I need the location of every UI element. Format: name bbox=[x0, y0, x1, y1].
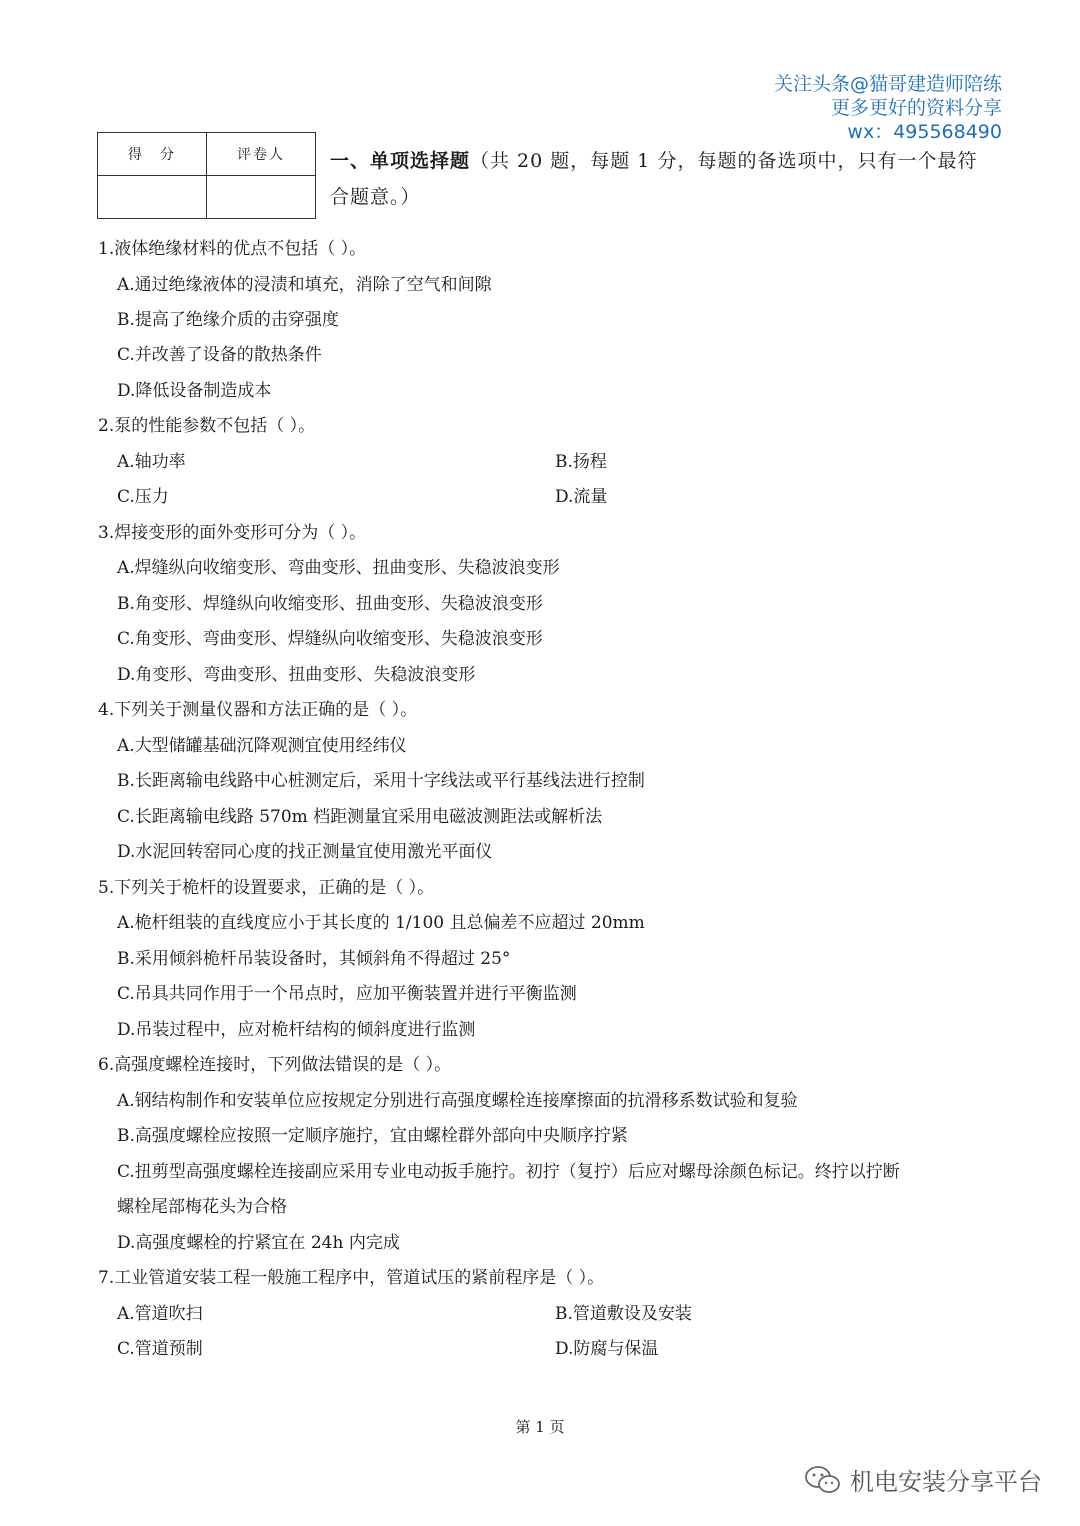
option-d: D.水泥回转窑同心度的找正测量宜使用激光平面仪 bbox=[117, 842, 493, 862]
option-b: B.角变形、焊缝纵向收缩变形、扭曲变形、失稳波浪变形 bbox=[117, 594, 543, 614]
promo-line-1: 关注头条@猫哥建造师陪练 bbox=[773, 73, 1002, 95]
question-stem: 4.下列关于测量仪器和方法正确的是（ ）。 bbox=[98, 700, 418, 720]
section-title bbox=[330, 143, 990, 215]
option-a: A.桅杆组装的直线度应小于其长度的 1/100 且总偏差不应超过 20mm bbox=[117, 913, 645, 933]
option-b: B.高强度螺栓应按照一定顺序施拧，宜由螺栓群外部向中央顺序拧紧 bbox=[117, 1126, 628, 1146]
option-c: C.长距离输电线路 570m 档距测量宜采用电磁波测距法或解析法 bbox=[117, 807, 603, 827]
wechat-icon bbox=[804, 1465, 842, 1495]
promo-line-3: wx：495568490 bbox=[847, 121, 1002, 143]
option-a: A.钢结构制作和安装单位应按规定分别进行高强度螺栓连接摩擦面的抗滑移系数试验和复验 bbox=[117, 1091, 798, 1111]
promo-note bbox=[774, 72, 1002, 144]
option-d: D.高强度螺栓的拧紧宜在 24h 内完成 bbox=[117, 1233, 400, 1253]
option-d: D.降低设备制造成本 bbox=[117, 381, 272, 401]
page-number: 第 1 页 bbox=[515, 1418, 565, 1436]
watermark-text: 机电安装分享平台 bbox=[850, 1468, 1042, 1496]
question-stem: 6.高强度螺栓连接时，下列做法错误的是（ ）。 bbox=[98, 1055, 452, 1075]
grader-header: 评卷人 bbox=[207, 133, 316, 176]
option-c: C.扭剪型高强度螺栓连接副应采用专业电动扳手施拧。初拧（复拧）后应对螺母涂颜色标记。终拧以拧断 bbox=[117, 1162, 900, 1182]
option-a: A.轴功率 bbox=[117, 452, 186, 472]
option-d: D.防腐与保温 bbox=[555, 1339, 659, 1359]
promo-line-2: 更多更好的资料分享 bbox=[830, 97, 1002, 119]
grader-cell[interactable] bbox=[207, 176, 316, 219]
question-stem: 1.液体绝缘材料的优点不包括（ ）。 bbox=[98, 239, 367, 259]
option-c: C.角变形、弯曲变形、焊缝纵向收缩变形、失稳波浪变形 bbox=[117, 629, 543, 649]
section-lead: 一、单项选择题 bbox=[330, 150, 471, 172]
watermark bbox=[804, 1462, 1042, 1497]
option-c: C.压力 bbox=[117, 487, 169, 507]
option-d: D.吊装过程中，应对桅杆结构的倾斜度进行监测 bbox=[117, 1020, 476, 1040]
question-stem: 2.泵的性能参数不包括（ ）。 bbox=[98, 416, 316, 436]
question-stem: 5.下列关于桅杆的设置要求，正确的是（ ）。 bbox=[98, 878, 435, 898]
option-d: D.角变形、弯曲变形、扭曲变形、失稳波浪变形 bbox=[117, 665, 476, 685]
option-c: C.吊具共同作用于一个吊点时，应加平衡装置并进行平衡监测 bbox=[117, 984, 577, 1004]
question-stem: 3.焊接变形的面外变形可分为（ ）。 bbox=[98, 523, 367, 543]
option-b: B.管道敷设及安装 bbox=[555, 1304, 692, 1324]
option-c: C.并改善了设备的散热条件 bbox=[117, 345, 322, 365]
option-c: C.管道预制 bbox=[117, 1339, 203, 1359]
score-table bbox=[97, 132, 316, 219]
option-b: B.长距离输电线路中心桩测定后，采用十字线法或平行基线法进行控制 bbox=[117, 771, 645, 791]
question-stem: 7.工业管道安装工程一般施工程序中，管道试压的紧前程序是（ ）。 bbox=[98, 1268, 605, 1288]
score-header: 得 分 bbox=[98, 133, 207, 176]
option-b: B.扬程 bbox=[555, 452, 607, 472]
option-a: A.大型储罐基础沉降观测宜使用经纬仪 bbox=[117, 736, 407, 756]
option-a: A.通过绝缘液体的浸渍和填充，消除了空气和间隙 bbox=[117, 275, 492, 295]
option-b: B.采用倾斜桅杆吊装设备时，其倾斜角不得超过 25° bbox=[117, 949, 511, 969]
option-b: B.提高了绝缘介质的击穿强度 bbox=[117, 310, 339, 330]
option-d: D.流量 bbox=[555, 487, 608, 507]
option-a: A.焊缝纵向收缩变形、弯曲变形、扭曲变形、失稳波浪变形 bbox=[117, 558, 560, 578]
option-a: A.管道吹扫 bbox=[117, 1304, 203, 1324]
option-c-continued: 螺栓尾部梅花头为合格 bbox=[117, 1197, 287, 1217]
section-description: （共 20 题，每题 1 分，每题的备选项中，只有一个最符合题意。） bbox=[330, 150, 978, 208]
score-cell[interactable] bbox=[98, 176, 207, 219]
